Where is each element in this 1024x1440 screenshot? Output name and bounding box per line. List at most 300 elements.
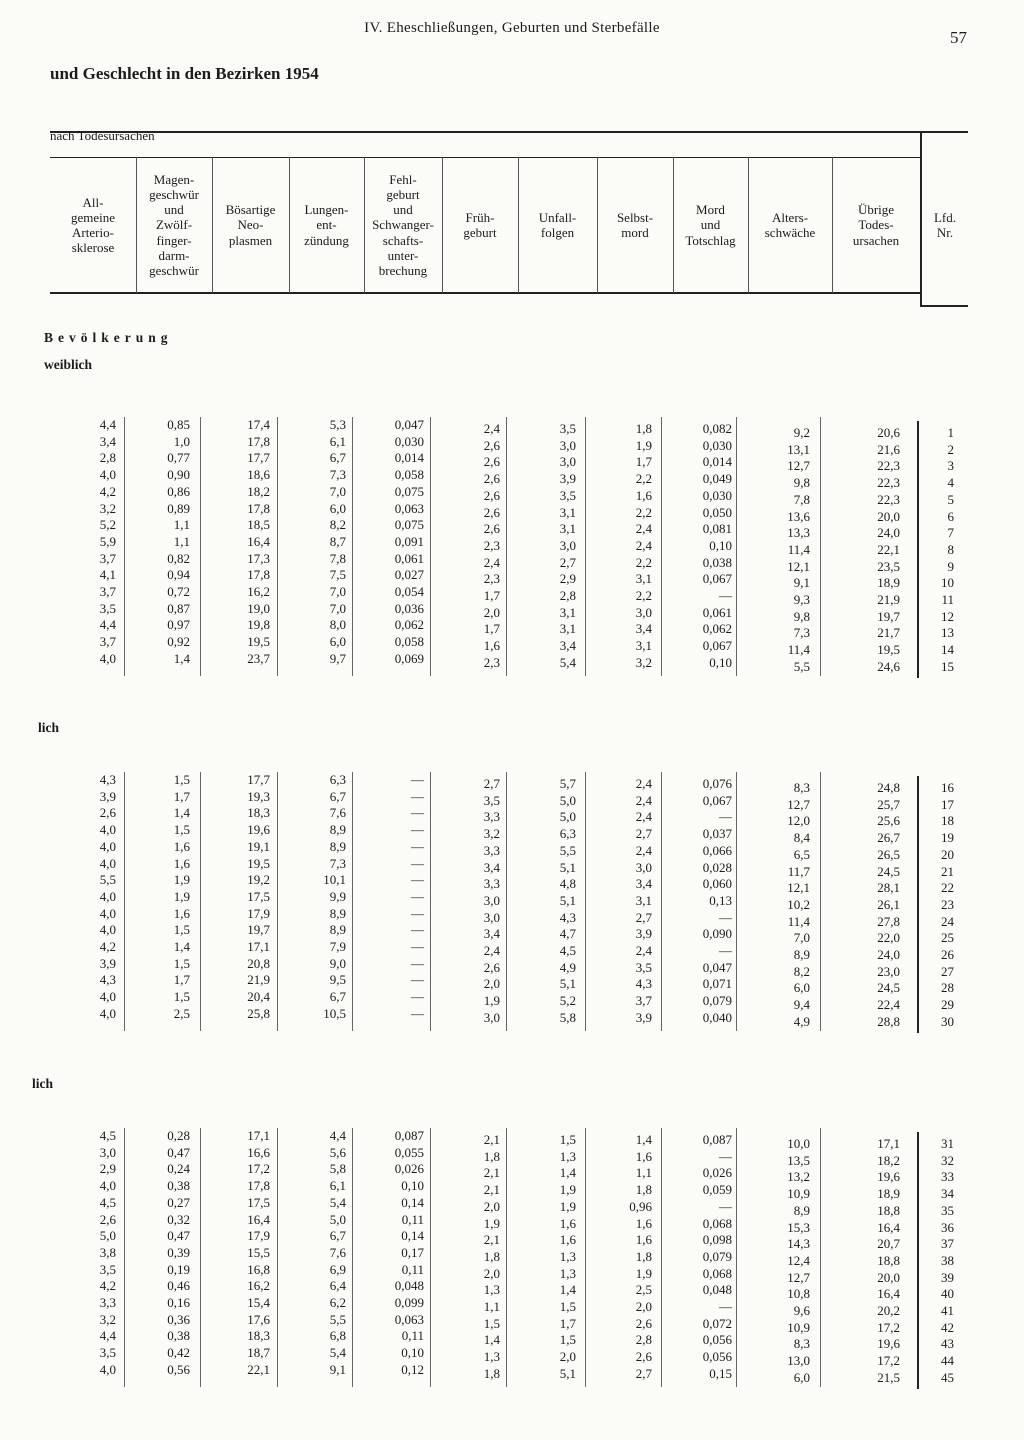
table-cell: 3,3 xyxy=(483,876,500,892)
table-cell: 0,12 xyxy=(401,1361,424,1377)
table-cell: 9,1 xyxy=(329,1361,346,1377)
table-cell: 3,2 xyxy=(635,654,652,670)
table-cell: 8,4 xyxy=(793,830,810,846)
table-cell: 2,9 xyxy=(99,1161,116,1177)
table-cell: 3,9 xyxy=(635,1009,652,1025)
table-cell: 8,0 xyxy=(329,617,346,633)
table-cell: 12,1 xyxy=(787,880,810,896)
row-number: 40 xyxy=(941,1286,954,1302)
table-cell: 0,16 xyxy=(167,1295,190,1310)
row-number: 20 xyxy=(941,846,954,862)
table-cell: 1,8 xyxy=(483,1248,500,1264)
table-cell: 2,2 xyxy=(635,504,652,520)
header-column-divider xyxy=(673,157,674,293)
table-cell: 3,2 xyxy=(99,500,116,516)
table-cell: 3,9 xyxy=(559,471,576,487)
table-cell: 22,4 xyxy=(877,997,900,1013)
table-cell: 0,11 xyxy=(401,1211,424,1227)
section-title: Bevölkerung xyxy=(44,330,173,345)
table-cell: 3,2 xyxy=(483,826,500,842)
table-cell: 1,1 xyxy=(173,517,190,533)
table-cell: 18,6 xyxy=(247,467,270,483)
table-cell: — xyxy=(411,838,424,854)
table-cell: 9,6 xyxy=(793,1303,810,1318)
table-cell: 0,19 xyxy=(167,1261,190,1277)
table-cell: 2,6 xyxy=(99,805,116,821)
table-cell: 1,6 xyxy=(559,1215,576,1231)
table-cell: 8,9 xyxy=(329,822,346,838)
data-column-divider xyxy=(200,417,201,676)
table-cell: 20,8 xyxy=(247,955,270,971)
table-cell: 22,3 xyxy=(877,458,900,474)
column-header: Mord und Totschlag xyxy=(685,202,736,248)
table-cell: 4,5 xyxy=(559,943,576,958)
table-cell: 13,1 xyxy=(787,441,810,457)
table-cell: 8,9 xyxy=(793,1202,810,1218)
table-cell: 19,6 xyxy=(877,1169,900,1185)
table-title: und Geschlecht in den Bezirken 1954 xyxy=(50,64,319,83)
table-cell: 2,6 xyxy=(635,1315,652,1331)
table-cell: 3,7 xyxy=(99,634,116,650)
table-cell: 2,6 xyxy=(483,521,500,537)
table-cell: 4,0 xyxy=(99,650,116,666)
table-cell: 4,0 xyxy=(99,1178,116,1194)
table-cell: 17,2 xyxy=(877,1319,900,1335)
data-column-divider xyxy=(585,772,586,1031)
table-cell: 1,6 xyxy=(173,855,190,871)
table-cell: 0,030 xyxy=(702,487,732,503)
table-cell: 22,3 xyxy=(877,475,900,491)
table-cell: 18,3 xyxy=(247,1328,270,1344)
table-cell: 0,46 xyxy=(167,1278,190,1294)
table-cell: 1,9 xyxy=(635,1265,652,1281)
table-cell: — xyxy=(411,955,424,971)
row-number: 23 xyxy=(941,896,954,912)
row-number: 28 xyxy=(941,980,954,996)
table-cell: 19,5 xyxy=(877,642,900,658)
table-cell: 18,7 xyxy=(247,1345,270,1361)
table-cell: 4,0 xyxy=(99,989,116,1005)
table-cell: 1,5 xyxy=(173,955,190,971)
table-cell: 17,9 xyxy=(247,1228,270,1244)
data-column-divider xyxy=(585,1128,586,1387)
table-cell: — xyxy=(411,872,424,888)
data-column-divider xyxy=(661,417,662,676)
table-cell: — xyxy=(411,1005,424,1021)
table-cell: 2,4 xyxy=(635,943,652,958)
table-cell: 7,0 xyxy=(329,483,346,499)
table-cell: 0,067 xyxy=(702,638,732,654)
header-column-divider xyxy=(442,157,443,293)
table-cell: 4,0 xyxy=(99,838,116,854)
table-cell: 2,6 xyxy=(483,454,500,470)
table-cell: 24,5 xyxy=(877,980,900,996)
table-cell: 6,3 xyxy=(329,772,346,787)
table-cell: 17,9 xyxy=(247,905,270,921)
table-cell: 21,7 xyxy=(877,625,900,641)
table-cell: — xyxy=(719,588,732,603)
table-cell: 2,0 xyxy=(483,1198,500,1214)
table-cell: 0,89 xyxy=(167,500,190,516)
table-cell: 2,0 xyxy=(635,1299,652,1314)
table-cell: 22,1 xyxy=(877,541,900,557)
column-header: Magen- geschwür und Zwölf- finger- darm- geschwür xyxy=(149,171,199,278)
table-cell: 1,7 xyxy=(173,788,190,804)
table-cell: 0,079 xyxy=(702,993,732,1009)
table-cell: 4,4 xyxy=(329,1128,346,1143)
data-column-divider xyxy=(820,417,821,676)
table-cell: 0,062 xyxy=(394,617,424,633)
table-cell: 3,8 xyxy=(99,1244,116,1260)
row-number: 29 xyxy=(941,997,954,1013)
data-column-divider xyxy=(352,417,353,676)
table-cell: 3,3 xyxy=(483,842,500,858)
header-column-divider xyxy=(518,157,519,293)
table-cell: 23,0 xyxy=(877,963,900,979)
table-cell: 5,1 xyxy=(559,859,576,875)
table-cell: 4,0 xyxy=(99,822,116,838)
table-cell: 2,8 xyxy=(99,450,116,466)
table-cell: 7,9 xyxy=(329,939,346,954)
table-cell: 5,1 xyxy=(559,976,576,992)
table-cell: 0,091 xyxy=(394,533,424,549)
table-cell: 16,8 xyxy=(247,1261,270,1277)
table-cell: 3,1 xyxy=(559,604,576,620)
table-cell: 1,5 xyxy=(559,1332,576,1348)
table-cell: 5,8 xyxy=(329,1161,346,1177)
table-cell: 7,3 xyxy=(793,625,810,641)
table-cell: 3,5 xyxy=(99,1261,116,1277)
table-cell: 9,0 xyxy=(329,955,346,971)
table-cell: 1,9 xyxy=(173,888,190,904)
table-cell: 2,7 xyxy=(483,776,500,791)
table-cell: 18,8 xyxy=(877,1202,900,1218)
table-cell: 1,4 xyxy=(173,805,190,821)
table-cell: 18,5 xyxy=(247,517,270,533)
table-cell: 0,063 xyxy=(394,500,424,516)
table-cell: 3,0 xyxy=(559,454,576,470)
row-number: 10 xyxy=(941,575,954,591)
table-cell: 1,4 xyxy=(173,939,190,954)
table-cell: 0,47 xyxy=(167,1144,190,1160)
table-cell: 9,4 xyxy=(793,997,810,1013)
table-cell: 2,1 xyxy=(483,1232,500,1248)
table-cell: 16,2 xyxy=(247,584,270,599)
table-cell: 2,6 xyxy=(483,959,500,975)
table-cell: 4,0 xyxy=(99,888,116,904)
row-number: 32 xyxy=(941,1152,954,1168)
table-cell: 3,0 xyxy=(99,1144,116,1160)
table-cell: — xyxy=(411,822,424,838)
table-cell: 4,9 xyxy=(559,959,576,975)
table-cell: 3,1 xyxy=(635,892,652,908)
row-number: 11 xyxy=(941,592,954,607)
table-cell: 7,0 xyxy=(793,930,810,946)
table-cell: 1,6 xyxy=(559,1232,576,1248)
table-cell: 1,5 xyxy=(173,822,190,838)
table-cell: 9,3 xyxy=(793,592,810,607)
table-cell: 0,068 xyxy=(702,1265,732,1281)
row-number: 26 xyxy=(941,947,954,962)
table-cell: 6,8 xyxy=(329,1328,346,1344)
table-cell: 3,0 xyxy=(635,859,652,875)
table-cell: 23,5 xyxy=(877,558,900,574)
table-cell: 4,5 xyxy=(99,1128,116,1143)
table-cell: 2,6 xyxy=(483,437,500,453)
row-number: 1 xyxy=(947,425,954,440)
table-cell: 0,030 xyxy=(394,433,424,449)
table-cell: 3,5 xyxy=(99,1345,116,1361)
table-cell: 3,7 xyxy=(99,584,116,599)
table-cell: 4,3 xyxy=(559,909,576,925)
table-cell: 1,7 xyxy=(635,454,652,470)
table-cell: 2,4 xyxy=(483,554,500,570)
table-cell: 3,9 xyxy=(99,788,116,804)
table-cell: 1,8 xyxy=(483,1365,500,1381)
table-cell: 1,9 xyxy=(483,993,500,1009)
table-cell: 3,1 xyxy=(559,504,576,520)
table-cell: 21,6 xyxy=(877,441,900,457)
table-cell: — xyxy=(411,905,424,921)
table-cell: 2,4 xyxy=(635,776,652,791)
table-cell: 0,075 xyxy=(394,483,424,499)
table-cell: — xyxy=(719,809,732,825)
data-column-divider xyxy=(820,1128,821,1387)
table-cell: 1,8 xyxy=(635,421,652,436)
table-cell: 6,0 xyxy=(329,634,346,650)
table-cell: 7,3 xyxy=(329,467,346,483)
table-cell: 3,7 xyxy=(99,550,116,566)
table-cell: 3,1 xyxy=(635,571,652,587)
table-cell: 4,3 xyxy=(99,972,116,988)
data-column-divider xyxy=(124,417,125,676)
table-cell: 15,3 xyxy=(787,1219,810,1235)
table-cell: — xyxy=(411,939,424,954)
table-cell: 0,048 xyxy=(702,1282,732,1298)
header-bottom-rule-right xyxy=(922,305,968,307)
table-cell: 1,6 xyxy=(635,1148,652,1164)
table-cell: 7,6 xyxy=(329,1244,346,1260)
table-cell: — xyxy=(411,805,424,821)
table-cell: 1,1 xyxy=(635,1165,652,1181)
table-cell: 8,7 xyxy=(329,533,346,549)
table-cell: 1,6 xyxy=(173,905,190,921)
table-cell: 24,5 xyxy=(877,863,900,879)
table-cell: 19,1 xyxy=(247,838,270,854)
table-cell: 5,2 xyxy=(99,517,116,533)
row-number: 39 xyxy=(941,1269,954,1285)
table-cell: 19,5 xyxy=(247,855,270,871)
data-column-divider xyxy=(352,772,353,1031)
table-cell: 26,7 xyxy=(877,830,900,846)
table-cell: 3,1 xyxy=(635,638,652,654)
table-cell: 8,9 xyxy=(329,922,346,938)
table-cell: 10,2 xyxy=(787,896,810,912)
header-column-divider xyxy=(136,157,137,293)
table-cell: 0,27 xyxy=(167,1194,190,1210)
table-cell: 0,32 xyxy=(167,1211,190,1227)
table-cell: 17,7 xyxy=(247,772,270,787)
table-cell: 1,3 xyxy=(483,1349,500,1365)
table-cell: 27,8 xyxy=(877,913,900,929)
table-cell: 1,5 xyxy=(559,1132,576,1147)
table-cell: 1,6 xyxy=(483,638,500,654)
row-number: 7 xyxy=(947,525,954,541)
table-cell: 0,066 xyxy=(702,842,732,858)
table-cell: 0,17 xyxy=(401,1244,424,1260)
data-column-divider xyxy=(506,1128,507,1387)
table-cell: 2,1 xyxy=(483,1182,500,1198)
table-cell: 8,9 xyxy=(329,905,346,921)
table-cell: 1,6 xyxy=(635,1215,652,1231)
table-cell: 0,77 xyxy=(167,450,190,466)
table-cell: 4,2 xyxy=(99,939,116,954)
table-cell: 0,026 xyxy=(394,1161,424,1177)
table-cell: 0,069 xyxy=(394,650,424,666)
table-cell: 4,9 xyxy=(793,1013,810,1029)
table-cell: 1,9 xyxy=(483,1215,500,1231)
row-number: 4 xyxy=(947,475,954,491)
table-cell: 3,5 xyxy=(483,792,500,808)
table-cell: 2,0 xyxy=(483,604,500,620)
table-cell: 5,4 xyxy=(329,1345,346,1361)
table-cell: 17,8 xyxy=(247,433,270,449)
table-cell: 17,4 xyxy=(247,417,270,432)
table-cell: 10,9 xyxy=(787,1319,810,1335)
table-cell: 9,1 xyxy=(793,575,810,591)
table-cell: 0,071 xyxy=(702,976,732,992)
table-cell: 0,098 xyxy=(702,1232,732,1248)
table-cell: 5,5 xyxy=(99,872,116,888)
table-cell: 2,6 xyxy=(483,504,500,520)
table-cell: 3,0 xyxy=(483,892,500,908)
table-cell: 1,5 xyxy=(173,772,190,787)
table-cell: 0,85 xyxy=(167,417,190,432)
row-number: 38 xyxy=(941,1252,954,1268)
table-cell: 1,8 xyxy=(635,1248,652,1264)
table-cell: 16,2 xyxy=(247,1278,270,1294)
table-cell: — xyxy=(719,1148,732,1164)
table-cell: — xyxy=(411,788,424,804)
row-number: 22 xyxy=(941,880,954,896)
row-number: 6 xyxy=(947,508,954,524)
table-cell: 2,0 xyxy=(483,976,500,992)
table-cell: 0,055 xyxy=(394,1144,424,1160)
section-subtitle: lich xyxy=(38,720,60,735)
table-cell: 3,9 xyxy=(635,926,652,942)
table-cell: 0,082 xyxy=(702,421,732,436)
table-cell: 10,0 xyxy=(787,1136,810,1151)
table-cell: 0,11 xyxy=(401,1328,424,1344)
table-cell: 12,0 xyxy=(787,813,810,829)
column-header: Unfall- folgen xyxy=(538,209,577,240)
table-cell: 0,42 xyxy=(167,1345,190,1361)
table-cell: 6,3 xyxy=(559,826,576,842)
table-cell: 19,8 xyxy=(247,617,270,633)
table-cell: 4,4 xyxy=(99,417,116,432)
table-cell: 9,9 xyxy=(329,888,346,904)
table-cell: 0,047 xyxy=(702,959,732,975)
table-cell: 24,0 xyxy=(877,947,900,962)
table-cell: 2,4 xyxy=(635,792,652,808)
table-cell: — xyxy=(411,888,424,904)
table-cell: 0,014 xyxy=(702,454,732,470)
lfd-divider xyxy=(917,421,919,678)
table-cell: 0,014 xyxy=(394,450,424,466)
table-cell: 0,97 xyxy=(167,617,190,633)
table-cell: 3,2 xyxy=(99,1311,116,1327)
table-cell: 10,8 xyxy=(787,1286,810,1302)
table-cell: 3,3 xyxy=(483,809,500,825)
table-cell: 18,3 xyxy=(247,805,270,821)
table-cell: 20,0 xyxy=(877,1269,900,1285)
table-cell: 24,0 xyxy=(877,525,900,541)
table-cell: 1,5 xyxy=(173,922,190,938)
table-cell: 0,047 xyxy=(394,417,424,432)
table-cell: 19,6 xyxy=(247,822,270,838)
table-cell: 0,86 xyxy=(167,483,190,499)
table-cell: 4,0 xyxy=(99,922,116,938)
table-cell: 5,3 xyxy=(329,417,346,432)
table-cell: 5,5 xyxy=(793,658,810,674)
table-cell: 1,9 xyxy=(559,1198,576,1214)
table-cell: 8,9 xyxy=(793,947,810,962)
table-cell: 2,8 xyxy=(635,1332,652,1348)
table-cell: 2,6 xyxy=(483,487,500,503)
table-cell: 17,2 xyxy=(247,1161,270,1177)
table-cell: 0,14 xyxy=(401,1228,424,1244)
table-cell: 17,8 xyxy=(247,500,270,516)
table-cell: 1,6 xyxy=(635,487,652,503)
table-cell: — xyxy=(411,772,424,787)
table-cell: 2,1 xyxy=(483,1132,500,1147)
data-column-divider xyxy=(506,772,507,1031)
table-cell: 3,4 xyxy=(483,859,500,875)
data-column-divider xyxy=(661,772,662,1031)
table-cell: 1,7 xyxy=(173,972,190,988)
table-cell: 2,9 xyxy=(559,571,576,587)
table-cell: 0,94 xyxy=(167,567,190,583)
table-cell: 13,5 xyxy=(787,1152,810,1168)
row-number: 24 xyxy=(941,913,954,929)
table-cell: 0,13 xyxy=(709,892,732,908)
table-cell: 17,5 xyxy=(247,888,270,904)
table-cell: 2,5 xyxy=(635,1282,652,1298)
table-cell: 1,4 xyxy=(483,1332,500,1348)
table-cell: 1,3 xyxy=(559,1148,576,1164)
table-cell: 1,9 xyxy=(173,872,190,888)
table-cell: 20,2 xyxy=(877,1303,900,1318)
table-cell: 20,4 xyxy=(247,989,270,1005)
table-cell: 0,14 xyxy=(401,1194,424,1210)
table-cell: 25,6 xyxy=(877,813,900,829)
table-cell: 9,2 xyxy=(793,425,810,440)
table-cell: 10,9 xyxy=(787,1186,810,1202)
table-cell: 2,1 xyxy=(483,1165,500,1181)
table-cell: 17,3 xyxy=(247,550,270,566)
header-column-divider xyxy=(832,157,833,293)
table-cell: — xyxy=(411,922,424,938)
column-header: Früh- geburt xyxy=(463,209,497,240)
table-cell: 16,4 xyxy=(247,533,270,549)
table-cell: 2,6 xyxy=(99,1211,116,1227)
table-cell: 17,8 xyxy=(247,567,270,583)
data-column-divider xyxy=(430,1128,431,1387)
row-number: 33 xyxy=(941,1169,954,1185)
table-cell: 0,090 xyxy=(702,926,732,942)
section-subtitle: lich xyxy=(32,1076,54,1091)
table-cell: 0,90 xyxy=(167,467,190,483)
